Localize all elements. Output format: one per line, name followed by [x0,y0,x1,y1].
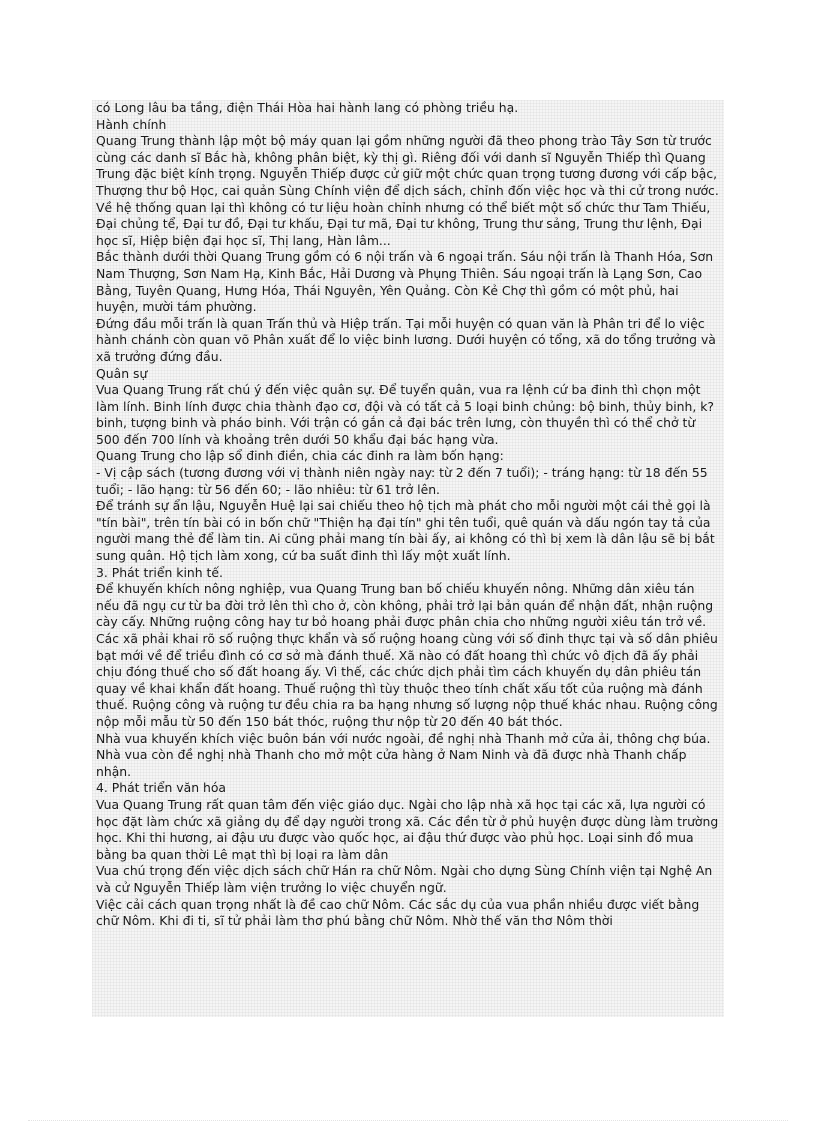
paragraph-buon-ban: Nhà vua khuyến khích việc buôn bán với nước ngoài, đề nghị nhà Thanh mở cửa ải, thông chợ búa. Nhà vua còn đề nghị nhà Thanh cho mở một cửa hàng ở Nam Ninh và đã được nhà Thanh chấp nhận. [96,730,711,779]
paragraph-bon-hang: - Vị cập sách (tương đương với vị thành niên ngày nay: từ 2 đến 7 tuổi); - tráng hạng: từ 18 đến 55 tuổi; - lão hạng: từ 56 đến 60; - lão nhiêu: từ 61 trở lên. [96,465,708,497]
paragraph-khuyen-nong: Để khuyến khích nông nghiệp, vua Quang Trung ban bố chiếu khuyến nông. Những dân xiêu tán nếu đã ngụ cư từ ba đời trở lên thì cho ở, còn không, phải trở lại bản quán để nhận đất, nhận ruộng cày cấy. Những ruộng công hay tư bỏ hoang phải được phân chia cho những người xiêu tán trở về. Các xã phải khai rõ số ruộng thực khẩn và số ruộng hoang cùng với số đinh thực tại và số dân phiêu bạt mới về để triều đình có cơ sở mà đánh thuế. Xã nào có đất hoang thì chức vô địch đã ấy phải chịu đóng thuế cho số đất hoang ấy. Vì thế, các chức dịch phải tìm cách khuyến dụ dân phiêu tán quay về khai khẩn đất hoang. Thuế ruộng thì tùy thuộc theo tính chất xấu tốt của ruộng mà đánh thuế. Ruộng công và ruộng tư đều chia ra ba hạng nhưng số lượng nộp thuế khác nhau. Ruộng công nộp mỗi mẫu từ 50 đến 150 bát thóc, ruộng thư nộp từ 20 đến 40 bát thóc. [96,581,718,729]
document-body [92,100,724,930]
paragraph-so-dinh-dien: Quang Trung cho lập sổ đinh điền, chia các đinh ra làm bốn hạng: [96,448,504,464]
paragraph-tuyen-quan: Vua Quang Trung rất chú ý đến việc quân sự. Để tuyển quân, vua ra lệnh cứ ba đinh thì chọn một làm lính. Binh lính được chia thành đạo cơ, đội và có tất cả 5 loại binh chủng: bộ binh, thủy binh, k?binh, tượng binh và pháo binh. Với trận có gắn cả đại bác trên lưng, còn thuyền thì có thể chở từ 500 đến 700 lính và khoảng trên dưới 50 khẩu đại bác hạng vừa. [96,382,715,447]
paragraph-tran-thu: Đứng đầu mỗi trấn là quan Trấn thủ và Hiệp trấn. Tại mỗi huyện có quan văn là Phân tri để lo việc hành chánh còn quan võ Phân xuất để lo việc binh lương. Dưới huyện có tổng, xã do tổng trưởng và xã trưởng đứng đầu. [96,315,716,364]
paragraph-dich-sach: Vua chú trọng đến việc dịch sách chữ Hán ra chữ Nôm. Ngài cho dựng Sùng Chính viện tại Nghệ An và cử Nguyễn Thiếp làm viện trưởng lo việc chuyển ngữ. [96,863,713,895]
paragraph-bo-may-quan-lai: Quang Trung thành lập một bộ máy quan lại gồm những người đã theo phong trào Tây Sơn từ trước cùng các danh sĩ Bắc hà, không phân biệt, kỳ thị gì. Riêng đối với danh sĩ Nguyễn Thiếp thì Quang Trung đặc biệt kính trọng. Nguyễn Thiếp được cử giữ một chức quan trọng tương đương với cấp bậc, Thượng thư bộ Học, cai quản Sùng Chính viện để dịch sách, chỉnh đốn việc học và thi cử trong nước. [96,133,719,198]
page-bottom-divider [28,1120,788,1121]
document-page [92,100,724,1017]
heading-van-hoa: 4. Phát triển văn hóa [96,780,227,796]
paragraph-chu-nom: Việc cải cách quan trọng nhất là đề cao chữ Nôm. Các sắc dụ của vua phần nhiều được viết bằng chữ Nôm. Khi đi ti, sĩ tử phải làm thơ phú bằng chữ Nôm. Nhờ thế văn thơ Nôm thời [96,896,700,929]
heading-hanh-chinh: Hành chính [96,116,167,132]
paragraph-bac-thanh: Bắc thành dưới thời Quang Trung gồm có 6 nội trấn và 6 ngoại trấn. Sáu nội trấn là Thanh Hóa, Sơn Nam Thượng, Sơn Nam Hạ, Kinh Bắc, Hải Dương và Phụng Thiên. Sáu ngoại trấn là Lạng Sơn, Cao Bằng, Tuyên Quang, Hưng Hóa, Thái Nguyên, Yên Quảng. Còn Kẻ Chợ thì gồm có một phủ, hai huyện, mười tám phường. [96,249,714,315]
paragraph-tin-bai: Để tránh sự ẩn lậu, Nguyễn Huệ lại sai chiếu theo hộ tịch mà phát cho mỗi người một cái thẻ gọi là "tín bài", trên tín bài có in bốn chữ "Thiện hạ đại tín" ghi tên tuổi, quê quán và dấu ngón tay tả của người mang thẻ để làm tin. Ai cũng phải mang tín bài ấy, ai không có thì bị xem là dân lậu sẽ bị bắt sung quân. Hộ tịch làm xong, cứ ba suất đinh thì lấy một xuất lính. [96,498,715,564]
paragraph-giao-duc: Vua Quang Trung rất quan tâm đến việc giáo dục. Ngài cho lập nhà xã học tại các xã, lựa người có học đặt làm chức xã giảng dụ để dạy người trong xã. Các đền từ ở phủ huyện được dùng làm trường học. Khi thi hương, ai đậu ưu được vào quốc học, ai đậu thứ được vào phủ học. Loại sinh đồ mua bằng ba quan thời Lê mạt thì bị loại ra làm dân [96,796,719,862]
heading-kinh-te: 3. Phát triển kinh tế. [96,564,223,580]
paragraph-he-thong-quan-lai: Về hệ thống quan lại thì không có tư liệu hoàn chỉnh nhưng có thể biết một số chức thư Tam Thiếu, Đại chủng tể, Đại tư đồ, Đại tư khấu, Đại tư mã, Đại tư không, Trung thư sảng, Trung thư lệnh, Đại học sĩ, Hiệp biện đại học sĩ, Thị lang, Hàn lâm... [96,199,711,248]
paragraph-long-lau: có Long lâu ba tầng, điện Thái Hòa hai hành lang có phòng triều hạ. [96,100,519,115]
heading-quan-su: Quân sự [96,365,148,381]
